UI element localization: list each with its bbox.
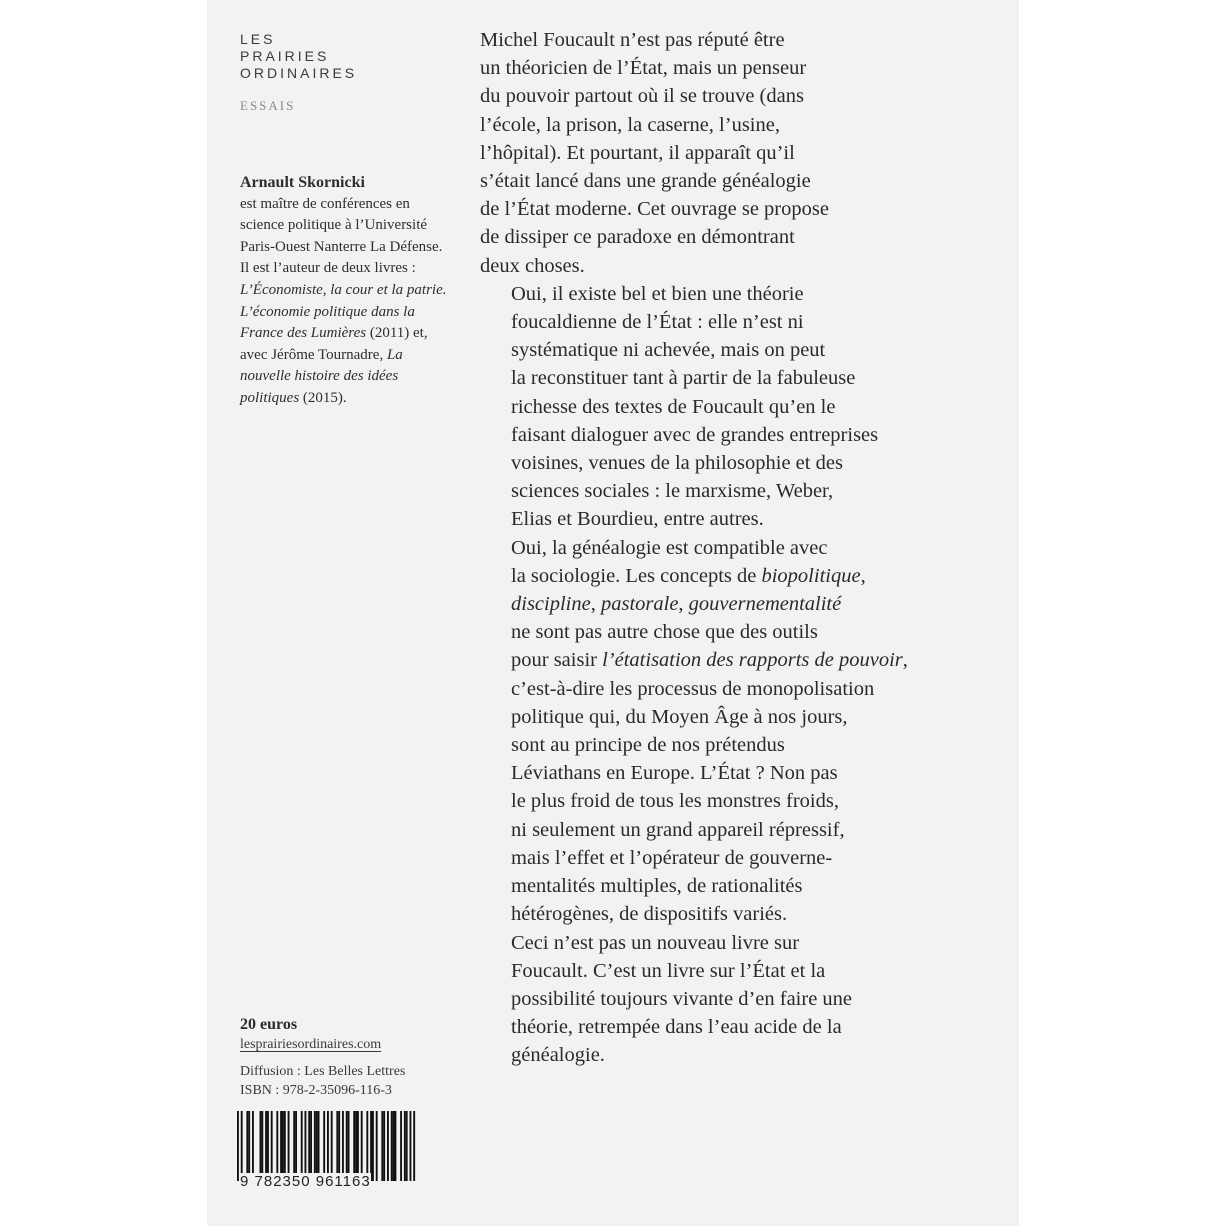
text-line: Ceci n’est pas un nouveau livre sur — [511, 931, 800, 954]
barcode-bar — [357, 1111, 359, 1181]
barcode-bar — [393, 1111, 395, 1181]
text-line: systématique ni achevée, mais on peut — [511, 339, 826, 362]
blurb-paragraph — [480, 929, 1010, 1070]
barcode-bar — [355, 1111, 357, 1181]
barcode-bar — [282, 1111, 284, 1181]
text-line: possibilité toujours vivante d’en faire une — [511, 987, 853, 1010]
text-line: richesse des textes de Foucault qu’en le — [511, 395, 836, 418]
text-line: deux choses. — [480, 254, 585, 277]
barcode-bar — [261, 1111, 263, 1181]
barcode-bar — [260, 1111, 262, 1181]
barcode-bar — [284, 1111, 286, 1181]
author-book-title: L’Économiste, la cour et la patrie. L’économie politique dans la France des Lumières — [240, 281, 447, 342]
blurb-paragraph — [480, 534, 1010, 929]
text-line: l’école, la prison, la caserne, l’usine, — [480, 113, 780, 136]
barcode-bar — [383, 1111, 385, 1181]
text-line: généalogie. — [511, 1044, 605, 1067]
blurb-text — [480, 26, 1010, 1070]
text-line: ne sont pas autre chose que des outils — [511, 621, 818, 644]
barcode-bar — [276, 1111, 278, 1181]
publisher-logo-line: LES — [240, 31, 276, 47]
text-line: Elias et Bourdieu, entre autres. — [511, 508, 764, 531]
text-segment: , — [860, 564, 866, 587]
barcode-bar — [237, 1111, 239, 1181]
text-line: sont au principe de nos prétendus — [511, 734, 785, 757]
barcode-bar — [404, 1111, 406, 1181]
barcode-bar — [265, 1111, 267, 1181]
text-line: voisines, venues de la philosophie et des — [511, 452, 843, 475]
barcode-bar — [361, 1111, 363, 1181]
book-back-cover — [207, 0, 1019, 1226]
text-line: Oui, la généalogie est compatible avec — [511, 536, 828, 559]
barcode-bar — [246, 1111, 248, 1181]
barcode-bar — [280, 1111, 282, 1181]
author-bio-text: est maître de conférences en science politique à l’Université Paris-Ouest Nanterre La Défense. Il est l’auteur de deux livres : — [240, 195, 443, 277]
author-bio — [240, 172, 455, 410]
text-segment: , — [678, 593, 689, 616]
barcode-bar — [288, 1111, 290, 1181]
barcode-bar — [410, 1111, 412, 1181]
barcode-bar — [346, 1111, 348, 1181]
text-line: Foucault. C’est un livre sur l’État et la — [511, 959, 826, 982]
barcode-digits — [240, 1173, 420, 1190]
publisher-website: lesprairiesordinaires.com — [240, 1037, 382, 1052]
barcode-bar — [395, 1111, 397, 1181]
publisher-logo-line: PRAIRIES — [240, 48, 330, 64]
publisher-logo — [240, 31, 357, 82]
isbn-label: ISBN : 978-2-35096-116-3 — [240, 1083, 392, 1098]
text-line: le plus froid de tous les monstres froids, — [511, 790, 839, 813]
text-line: de dissiper ce paradoxe en démontrant — [480, 226, 795, 249]
text-segment: , — [590, 593, 601, 616]
text-line: l’hôpital). Et pourtant, il apparaît qu’il — [480, 141, 795, 164]
barcode-bar — [338, 1111, 340, 1181]
barcode-bar — [323, 1111, 325, 1181]
text-line — [480, 590, 1010, 618]
barcode-bar — [391, 1111, 393, 1181]
barcode-bar — [336, 1111, 338, 1181]
emphasis-term: pastorale — [600, 593, 679, 616]
barcode-bar — [316, 1111, 318, 1181]
barcode-bar — [327, 1111, 329, 1181]
text-line: s’était lancé dans une grande généalogie — [480, 170, 811, 193]
barcode-bar — [342, 1111, 344, 1181]
barcode-bar — [376, 1111, 378, 1181]
barcode-bar — [413, 1111, 415, 1181]
barcode-bar — [314, 1111, 316, 1181]
emphasis-term: biopolitique — [761, 564, 861, 587]
emphasis-term: l’étatisation des rapports de pouvoir — [602, 649, 903, 672]
barcode-bar — [400, 1111, 402, 1181]
barcode-bar — [331, 1111, 333, 1181]
text-segment: la sociologie. Les concepts de — [511, 564, 762, 587]
barcode-bar — [370, 1111, 372, 1181]
distribution-info: Diffusion : Les Belles Lettres — [240, 1064, 406, 1079]
text-line — [480, 562, 1010, 590]
barcode-bar — [252, 1111, 254, 1181]
text-line: un théoricien de l’État, mais un penseur — [480, 57, 807, 80]
barcode-bar — [372, 1111, 374, 1181]
author-book-title: La nouvelle histoire des idées politiques — [240, 346, 403, 406]
barcode-bar — [248, 1111, 250, 1181]
text-line: c’est-à-dire les processus de monopolisation — [511, 677, 875, 700]
text-segment: , — [902, 649, 908, 672]
barcode-bar — [305, 1111, 307, 1181]
text-line: foucaldienne de l’État : elle n’est ni — [511, 311, 804, 334]
collection-label: ESSAIS — [240, 98, 296, 113]
barcode-bar — [293, 1111, 295, 1181]
text-line: hétérogènes, de dispositifs variés. — [511, 903, 788, 926]
text-segment: pour saisir — [511, 649, 603, 672]
text-line: mais l’effet et l’opérateur de gouverne- — [511, 846, 833, 869]
author-bio-text: (2015). — [299, 389, 347, 406]
emphasis-term: gouvernementalité — [688, 593, 842, 616]
text-line: sciences sociales : le marxisme, Weber, — [511, 480, 834, 503]
text-line: ni seulement un grand appareil répressif, — [511, 818, 845, 841]
text-line — [480, 646, 1010, 674]
price-label: 20 euros — [240, 1016, 298, 1033]
barcode-bar — [318, 1111, 320, 1181]
barcode-bar — [308, 1111, 310, 1181]
text-line: faisant dialoguer avec de grandes entreprises — [511, 423, 879, 446]
barcode-bar — [353, 1111, 355, 1181]
barcode-bar — [295, 1111, 297, 1181]
barcode-digits-text: 9 782350 961163 — [240, 1173, 371, 1190]
barcode-bar — [381, 1111, 383, 1181]
text-line: du pouvoir partout où il se trouve (dans — [480, 85, 804, 108]
barcode-bar — [241, 1111, 243, 1181]
author-name: Arnault Skornicki — [240, 174, 365, 191]
barcode-bar — [387, 1111, 389, 1181]
text-line: de l’État moderne. Cet ouvrage se propose — [480, 198, 829, 221]
barcode-bar — [267, 1111, 269, 1181]
barcode-bar — [366, 1111, 368, 1181]
text-line: la reconstituer tant à partir de la fabuleuse — [511, 367, 856, 390]
emphasis-term: discipline — [511, 593, 591, 616]
publisher-logo-line: ORDINAIRES — [240, 65, 358, 81]
text-line: politique qui, du Moyen Âge à nos jours, — [511, 705, 848, 728]
blurb-paragraph — [480, 280, 1010, 534]
text-line: Michel Foucault n’est pas réputé être — [480, 29, 785, 51]
barcode-bar — [271, 1111, 273, 1181]
barcode-bar — [348, 1111, 350, 1181]
blurb-paragraph — [480, 26, 1010, 280]
barcode-bar — [301, 1111, 303, 1181]
text-line: mentalités multiples, de rationalités — [511, 875, 803, 898]
author-bio-text: (2011) et, avec Jérôme Tournadre, — [240, 325, 428, 363]
barcode-bar — [310, 1111, 312, 1181]
text-line: Léviathans en Europe. L’État ? Non pas — [511, 762, 838, 785]
text-line: théorie, retrempée dans l’eau acide de la — [511, 1016, 842, 1039]
text-line: Oui, il existe bel et bien une théorie — [511, 282, 804, 305]
barcode-bar — [406, 1111, 408, 1181]
